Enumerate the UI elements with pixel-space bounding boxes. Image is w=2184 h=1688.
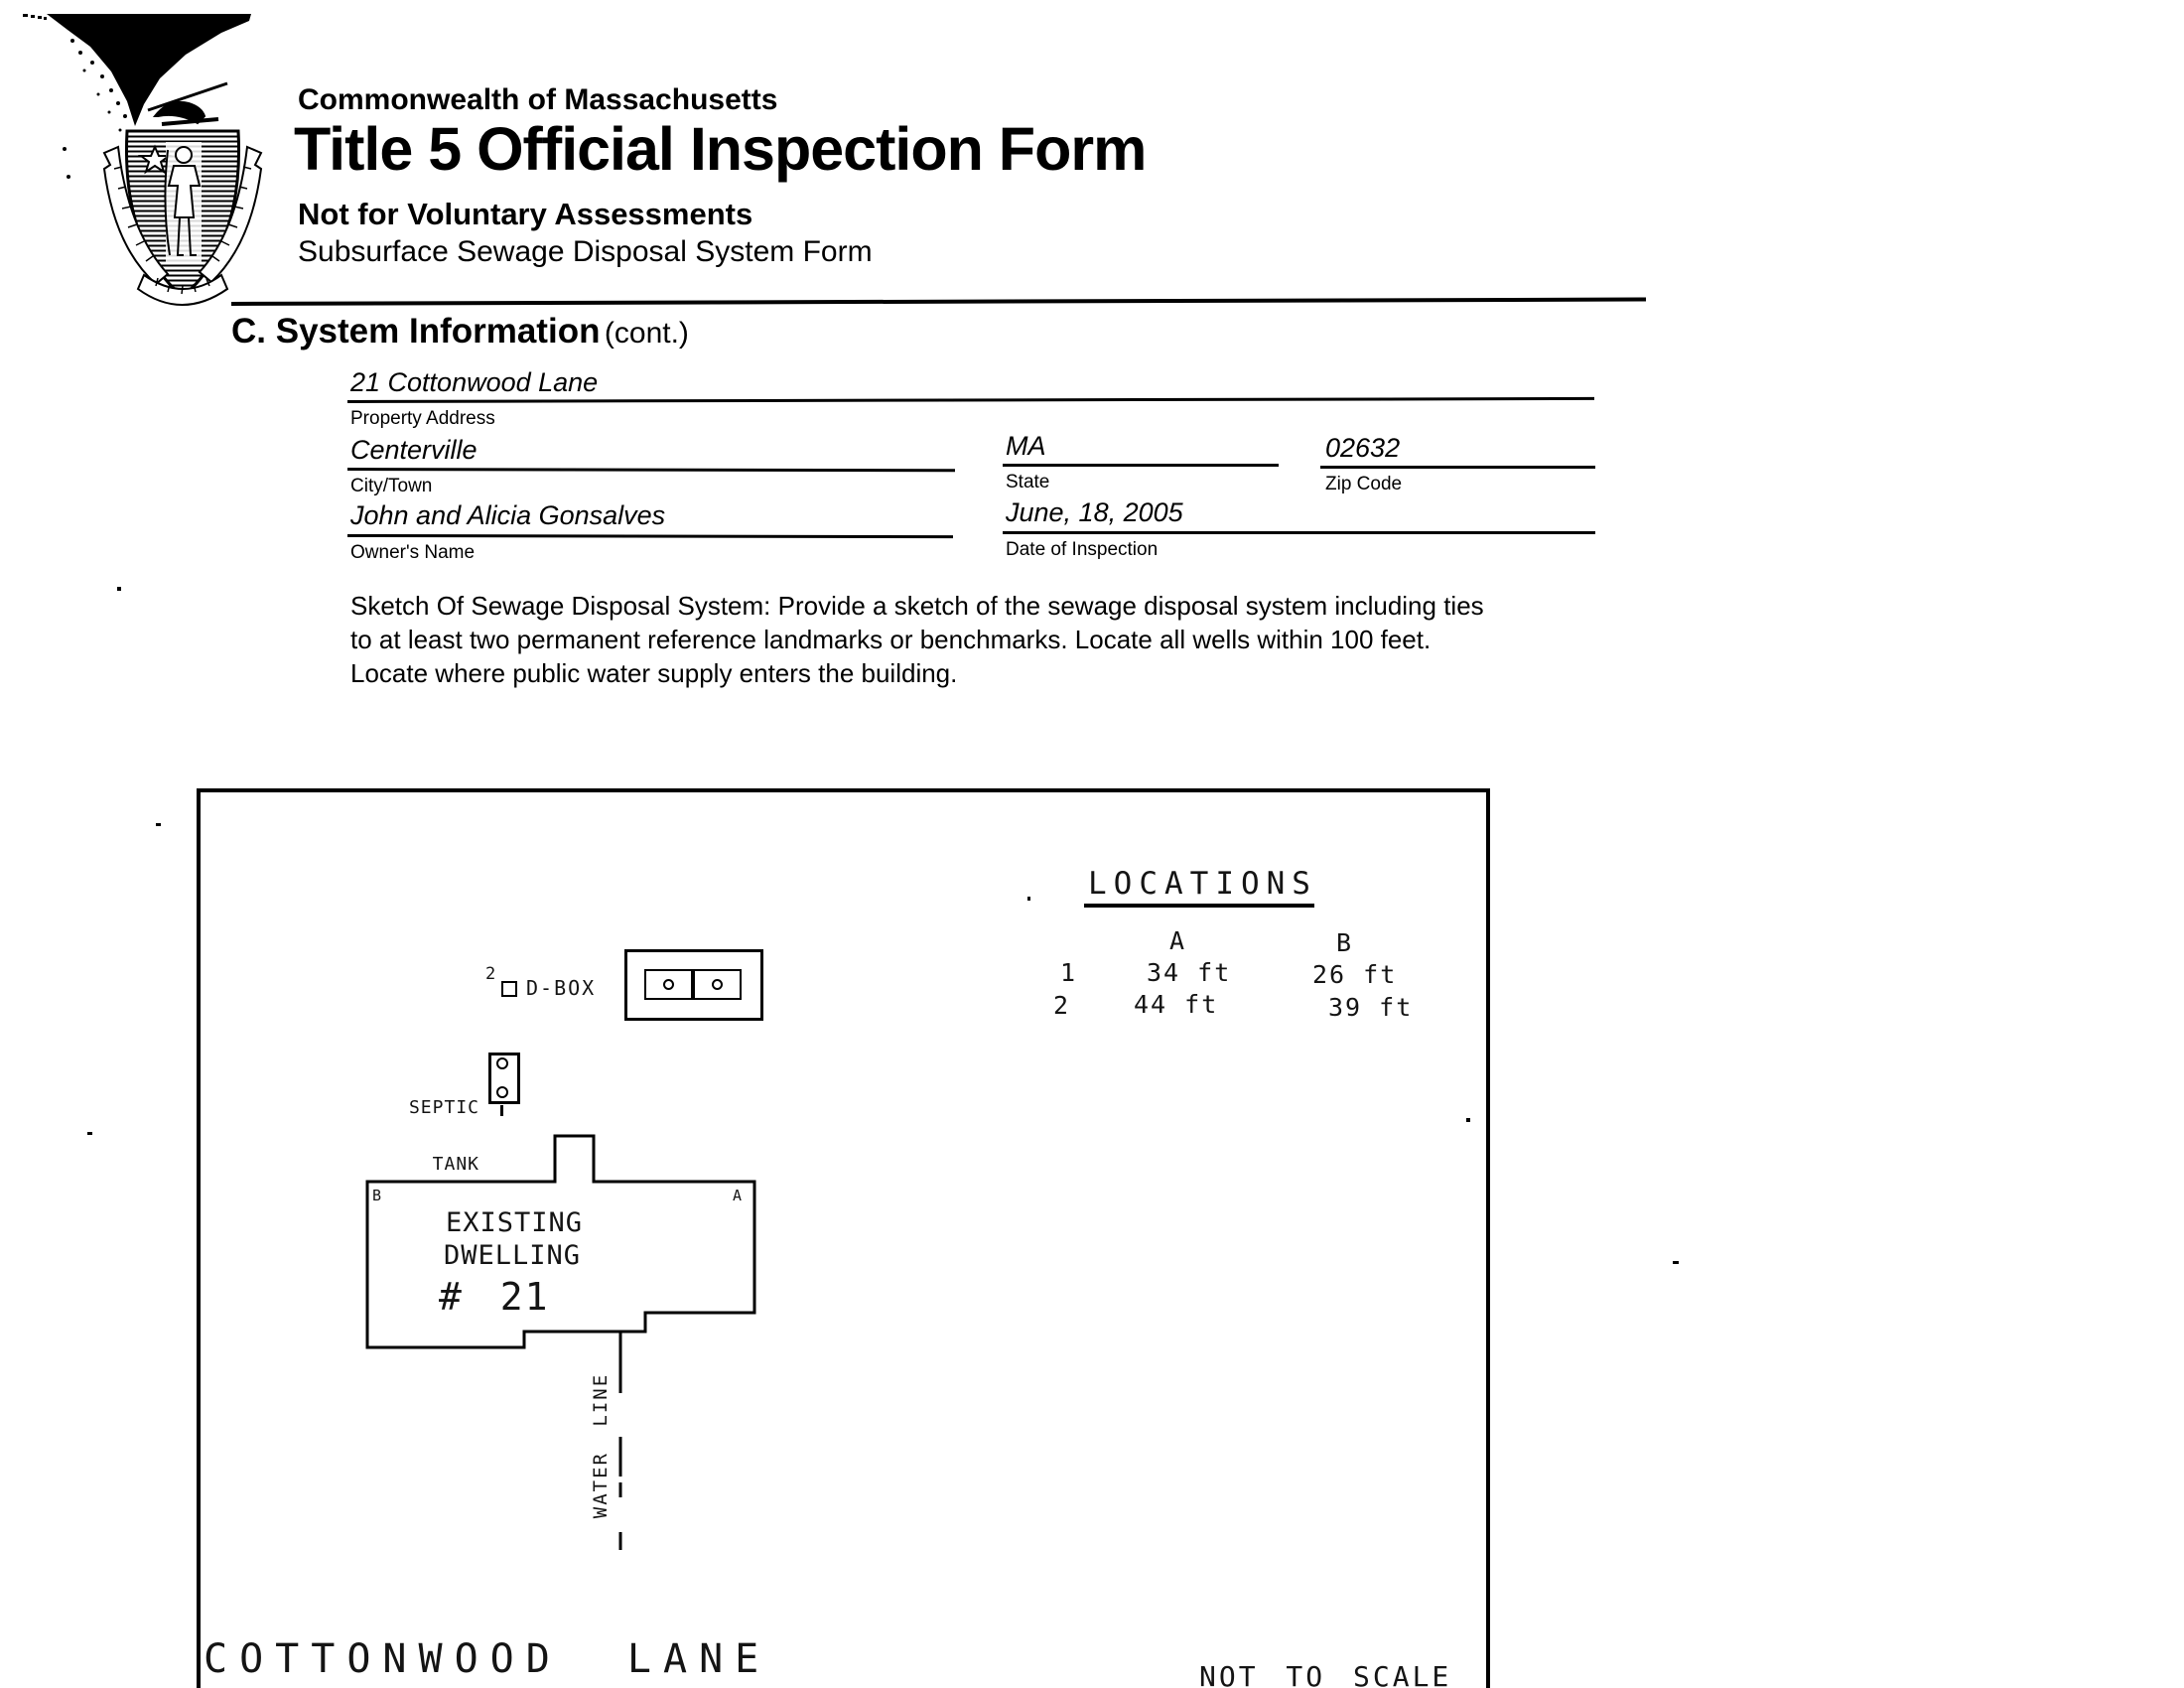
field-underline [347, 468, 955, 472]
scan-speck [87, 1132, 92, 1135]
seal-crest-arm-sword [148, 83, 227, 124]
site-plan-drawing [197, 788, 1482, 1688]
locations-title: LOCATIONS [1088, 866, 1317, 902]
corner-label-a: A [733, 1187, 743, 1204]
header-subtitle-1: Not for Voluntary Assessments [298, 197, 753, 231]
field-underline [1003, 531, 1595, 534]
tie-b: 39 ft [1328, 993, 1414, 1022]
field-label: Owner's Name [350, 542, 476, 563]
row-id: 1 [1060, 958, 1078, 987]
field-label: Zip Code [1325, 474, 1403, 494]
water-line-label: WATER LINE [590, 1372, 612, 1519]
tie-a: 44 ft [1134, 990, 1219, 1019]
dbox-marker-number: 2 [485, 964, 496, 984]
dwelling-label-line1: EXISTING [446, 1207, 584, 1238]
septic-label-line: SEPTIC [408, 1097, 479, 1118]
instruction-line: to at least two permanent reference landmarks or benchmarks. Locate all wells within 100 feet. [350, 625, 1432, 654]
sketch-instructions [350, 589, 1484, 690]
field-label: State [1006, 472, 1050, 492]
tie-a: 34 ft [1147, 958, 1232, 987]
field-value: MA [1006, 431, 1046, 461]
section-heading-cont: (cont.) [604, 317, 689, 350]
septic-label-line: TANK [432, 1154, 479, 1175]
section-heading-text: C. System Information [231, 312, 601, 351]
field-value: Centerville [350, 435, 478, 465]
field-underline [347, 534, 953, 538]
row-id: 2 [1053, 991, 1071, 1020]
tie-b: 26 ft [1312, 960, 1398, 989]
massachusetts-seal [15, 5, 288, 318]
scale-note: NOT TO SCALE [1199, 1660, 1452, 1688]
section-heading [231, 312, 689, 352]
field-value: John and Alicia Gonsalves [350, 500, 666, 530]
scan-speck [1673, 1261, 1679, 1264]
header-agency: Commonwealth of Massachusetts [298, 83, 778, 116]
field-label: Property Address [350, 408, 495, 429]
instruction-line: Locate where public water supply enters the building. [350, 658, 958, 688]
seal-figure [165, 142, 202, 263]
dbox-label: D-BOX [526, 976, 597, 1000]
field-value: 21 Cottonwood Lane [350, 367, 599, 397]
page-title: Title 5 Official Inspection Form [294, 115, 1147, 183]
field-label: City/Town [350, 476, 433, 496]
locations-col-a: A [1169, 926, 1185, 955]
scan-speck [1027, 897, 1030, 901]
scan-speck [156, 823, 161, 826]
header-subtitle-2: Subsurface Sewage Disposal System Form [298, 235, 873, 268]
field-underline [1320, 466, 1595, 469]
corner-label-b: B [372, 1187, 382, 1204]
scan-speck [1466, 1118, 1470, 1122]
instruction-line: Sketch Of Sewage Disposal System: Provide a sketch of the sewage disposal system including ties [350, 591, 1484, 621]
scan-speck [117, 587, 121, 591]
section-rule [231, 298, 1646, 306]
field-value: June, 18, 2005 [1006, 497, 1183, 527]
street-label: COTTONWOOD LANE [204, 1636, 771, 1682]
field-underline [1003, 464, 1279, 467]
dwelling-number: # 21 [439, 1275, 550, 1319]
field-label: Date of Inspection [1006, 539, 1159, 560]
dwelling-label-line2: DWELLING [444, 1240, 582, 1271]
field-value: 02632 [1325, 433, 1401, 463]
locations-col-b: B [1336, 928, 1352, 957]
